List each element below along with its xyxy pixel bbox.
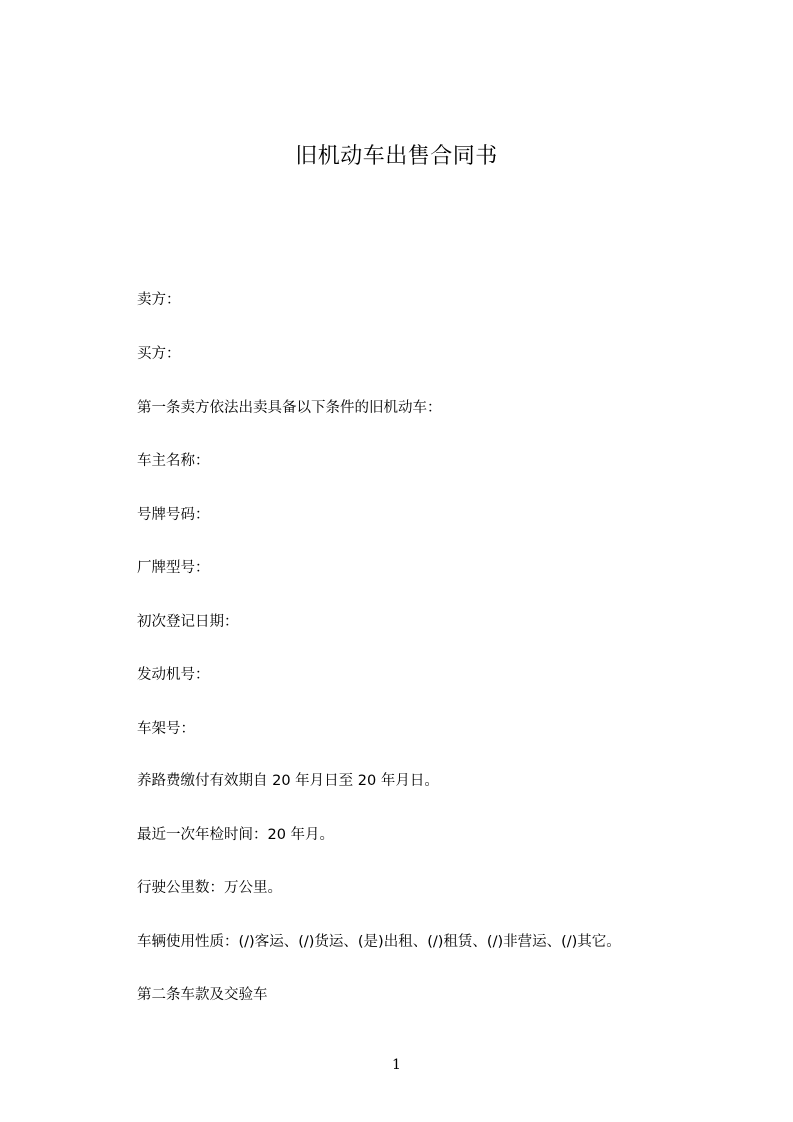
buyer-line: 买方： [137,346,181,362]
vehicle-use-line: 车辆使用性质：(/)客运、(/)货运、(是)出租、(/)租赁、(/)非营运、(/)其它。 [137,934,621,950]
plate-number-line: 号牌号码： [137,507,210,523]
owner-name-line: 车主名称： [137,453,210,469]
article-two-heading: 第二条车款及交验车 [137,987,268,1003]
frame-number-line: 车架号： [137,721,195,737]
page-number: 1 [392,1057,401,1073]
seller-line: 卖方： [137,292,181,308]
article-one-heading: 第一条卖方依法出卖具备以下条件的旧机动车： [137,400,442,416]
engine-number-line: 发动机号： [137,667,210,683]
first-registration-line: 初次登记日期： [137,614,239,630]
road-fee-validity-line: 养路费缴付有效期自 20 年月日至 20 年月日。 [137,773,439,789]
annual-inspection-line: 最近一次年检时间：20 年月。 [137,827,335,843]
brand-model-line: 厂牌型号： [137,560,210,576]
mileage-line: 行驶公里数：万公里。 [137,880,282,896]
document-title: 旧机动车出售合同书 [295,144,498,169]
